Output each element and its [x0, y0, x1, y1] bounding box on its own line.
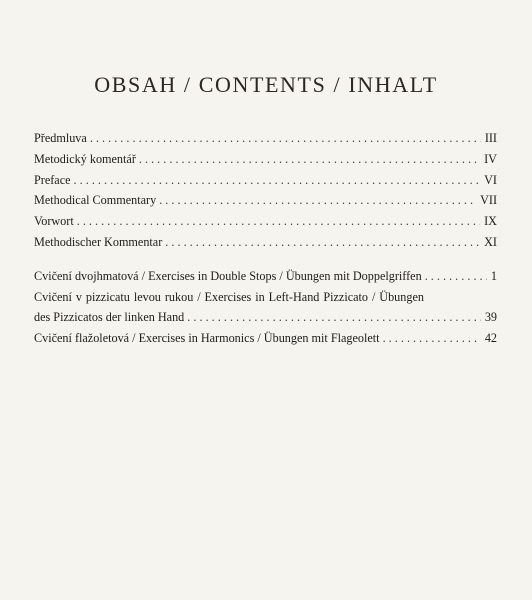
toc-entry-double-stops[interactable]: [34, 266, 497, 287]
toc-entry-label: Preface: [34, 172, 71, 187]
page-title: OBSAH / CONTENTS / INHALT: [94, 72, 438, 97]
toc-entry-page: 39: [484, 310, 497, 325]
toc-entry-preface[interactable]: [34, 170, 497, 191]
dot-leader: [187, 307, 481, 328]
toc-entry-page: 42: [484, 331, 497, 346]
section-spacer: [34, 253, 497, 266]
toc-entry-pizzicato[interactable]: [34, 307, 497, 328]
toc-entry-pizzicato-line1[interactable]: Cvičení v pizzicatu levou rukou / Exercises in Left-Hand Pizzicato / Übungen: [34, 289, 424, 304]
dot-leader: [383, 328, 481, 349]
toc-entry-harmonics[interactable]: [34, 328, 497, 349]
toc-entry-label: Methodical Commentary: [34, 193, 157, 208]
dot-leader: [90, 128, 481, 149]
toc-entry-label: Methodischer Kommentar: [34, 234, 163, 249]
toc-entry-methodischer-kommentar[interactable]: [34, 232, 497, 253]
dot-leader: [74, 170, 481, 191]
dot-leader: [165, 232, 480, 253]
table-of-contents: [34, 128, 497, 349]
toc-entry-page: VII: [480, 193, 497, 208]
toc-entry-label: Předmluva: [34, 131, 87, 145]
toc-entry-page: IV: [484, 151, 497, 166]
toc-entry-label: Vorwort: [34, 214, 74, 229]
toc-entry-label: Cvičení flažoletová / Exercises in Harmonics / Übungen mit Flageolett: [34, 331, 380, 346]
toc-entry-label: Cvičení dvojhmatová / Exercises in Double Stops / Übungen mit Doppelgriffen: [34, 268, 422, 283]
toc-entry-metodicky-komentar[interactable]: [34, 149, 497, 170]
dot-leader: [159, 190, 476, 211]
toc-entry-page: XI: [484, 234, 497, 249]
toc-entry-label: des Pizzicatos der linken Hand: [34, 310, 185, 325]
toc-entry-page: IX: [484, 214, 497, 229]
toc-entry-methodical-commentary[interactable]: [34, 190, 497, 211]
toc-entry-vorwort[interactable]: [34, 211, 497, 232]
toc-entry-predmluva[interactable]: [34, 128, 497, 149]
toc-entry-page: 1: [490, 268, 497, 283]
toc-entry-page: VI: [484, 172, 497, 187]
dot-leader: [425, 266, 487, 287]
toc-entry-page: III: [484, 131, 497, 145]
toc-entry-label: Metodický komentář: [34, 151, 136, 166]
dot-leader: [77, 211, 480, 232]
dot-leader: [139, 149, 480, 170]
